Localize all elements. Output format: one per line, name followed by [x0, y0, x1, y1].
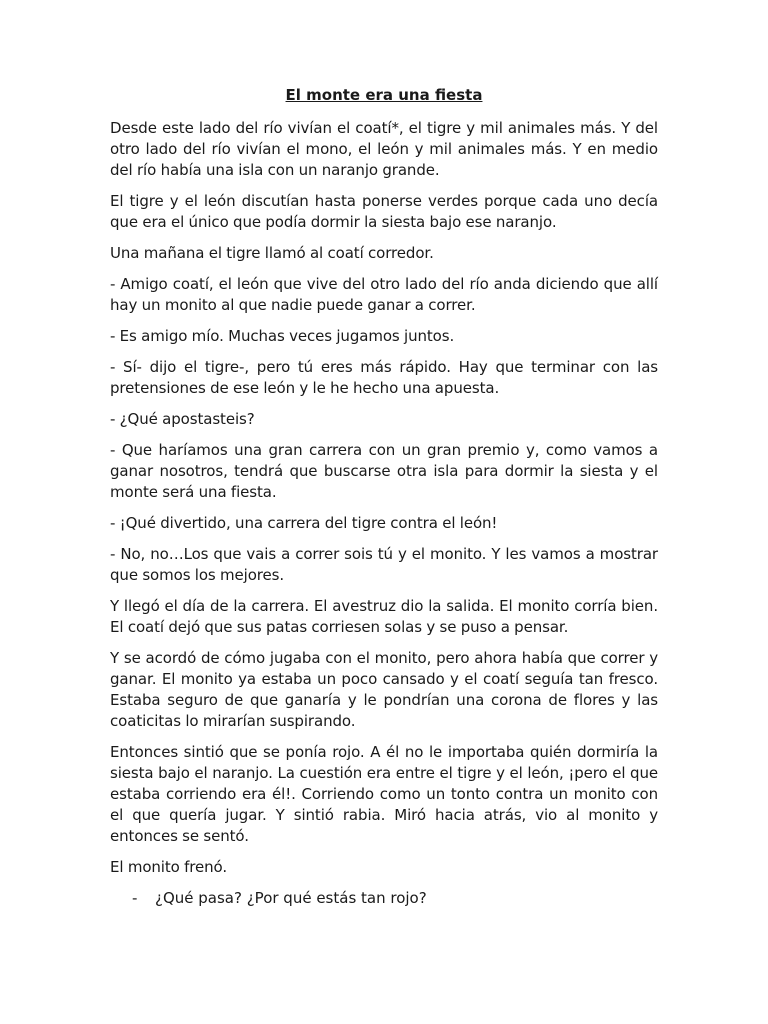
paragraph: Una mañana el tigre llamó al coatí corredor.: [110, 244, 434, 262]
document-body: [110, 118, 658, 909]
bullet-marker: -: [132, 889, 138, 907]
paragraph: - Amigo coatí, el león que vive del otro lado del río anda diciendo que allí hay un monito al que nadie puede ganar a correr.: [110, 275, 658, 314]
paragraph: - Es amigo mío. Muchas veces jugamos juntos.: [110, 327, 455, 345]
paragraph: Desde este lado del río vivían el coatí*, el tigre y mil animales más. Y del otro lado del río vivían el mono, el león y mil animales más. Y en medio del río había una isla con un naranjo grande.: [110, 119, 658, 179]
paragraph: Y llegó el día de la carrera. El avestruz dio la salida. El monito corría bien. El coatí dejó que sus patas corriesen solas y se puso a pensar.: [110, 597, 658, 636]
bullet-text: ¿Qué pasa? ¿Por qué estás tan rojo?: [155, 889, 427, 907]
paragraph: El monito frenó.: [110, 858, 228, 876]
document-title: El monte era una fiesta: [285, 86, 483, 104]
paragraph: - ¿Qué apostasteis?: [110, 410, 255, 428]
bullet-item: [110, 888, 658, 909]
paragraph: El tigre y el león discutían hasta ponerse verdes porque cada uno decía que era el único que podía dormir la siesta bajo ese naranjo.: [110, 192, 658, 231]
paragraph: - Que haríamos una gran carrera con un gran premio y, como vamos a ganar nosotros, tendrá que buscarse otra isla para dormir la siesta y el monte será una fiesta.: [110, 441, 658, 501]
paragraph: - No, no…Los que vais a correr sois tú y el monito. Y les vamos a mostrar que somos los mejores.: [110, 545, 658, 584]
paragraph: Y se acordó de cómo jugaba con el monito, pero ahora había que correr y ganar. El monito ya estaba un poco cansado y el coatí seguía tan fresco. Estaba seguro de que ganaría y le pondrían una corona de flores y las coaticitas lo mirarían suspirando.: [110, 649, 658, 730]
paragraph: - Sí- dijo el tigre-, pero tú eres más rápido. Hay que terminar con las pretensiones de ese león y le he hecho una apuesta.: [110, 358, 658, 397]
paragraph: - ¡Qué divertido, una carrera del tigre contra el león!: [110, 514, 498, 532]
paragraph: Entonces sintió que se ponía rojo. A él no le importaba quién dormiría la siesta bajo el naranjo. La cuestión era entre el tigre y el león, ¡pero el que estaba corriendo era él!. Corriendo como un tonto contra un monito con el que quería jugar. Y sintió rabia. Miró hacia atrás, vio al monito y entonces se sentó.: [110, 743, 658, 845]
